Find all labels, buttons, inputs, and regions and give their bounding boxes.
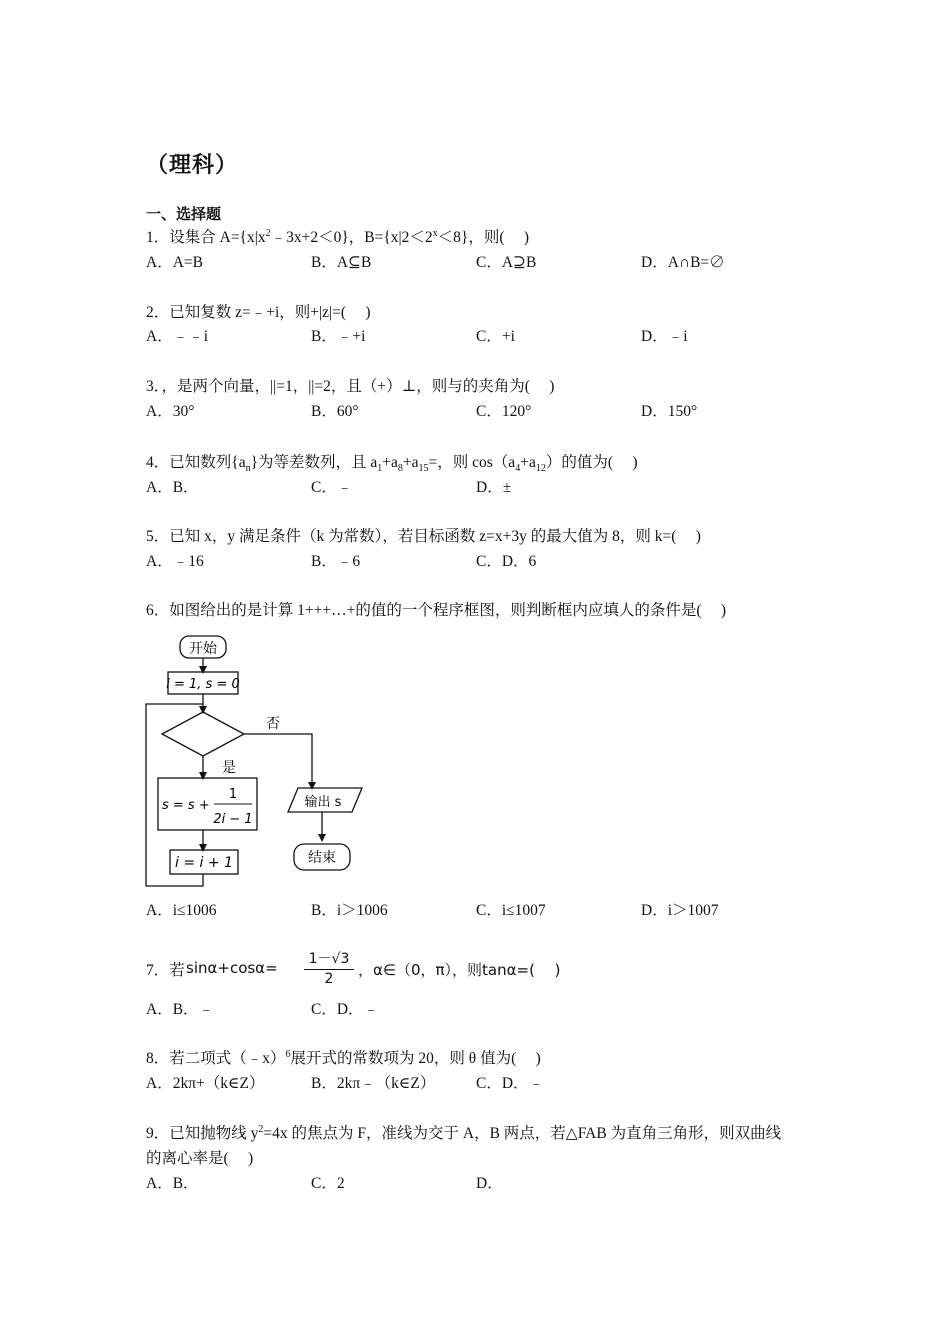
option-b[interactable]: B．﹣+i — [311, 328, 366, 345]
end-label: 结束 — [308, 850, 336, 866]
init-label: i = 1, s = 0 — [166, 677, 240, 692]
option-a[interactable]: A．30° — [146, 403, 195, 420]
option-b[interactable]: B．60° — [311, 403, 359, 420]
question-4: 4．已知数列$\{a_n\}$为等差数列，且 $a_1+a_8+a_{15}=$，则 $\cos(a_4+a_{12})$的值为( ) — [146, 454, 638, 475]
option-a[interactable]: A．i≤1006 — [146, 902, 217, 919]
trig-expression: sinα+cosα= — [186, 959, 278, 977]
option-a[interactable]: A．A=B — [146, 254, 203, 271]
fraction-bar — [304, 969, 354, 970]
question-7-options — [146, 997, 826, 1022]
option-d[interactable]: D． — [476, 1175, 503, 1192]
question-3-options — [146, 399, 826, 424]
question-8-options — [146, 1071, 826, 1096]
question-9-options — [146, 1171, 826, 1196]
page-title: （理科） — [146, 152, 239, 177]
question-3: 3．，是两个向量，||=1，||=2，且（+）⊥，则与的夹角为( ) — [146, 378, 555, 395]
question-1-options — [146, 250, 826, 275]
question-6: 6．如图给出的是计算 1+++…+的值的一个程序框图，则判断框内应填人的条件是( ) — [146, 602, 727, 619]
increment-label: i = i + 1 — [175, 855, 233, 871]
option-c-d[interactable]: C．D．﹣ — [311, 1001, 380, 1018]
question-8: 8．若二项式（﹣x）$^6$展开式的常数项为 20，则 θ 值为( ) — [146, 1048, 541, 1067]
option-c[interactable]: C．+i — [476, 328, 515, 345]
option-a-b[interactable]: A．B．﹣ — [146, 1001, 215, 1018]
option-d[interactable]: D．A∩B=∅ — [641, 254, 725, 271]
option-c-d[interactable]: C．D．﹣ — [476, 1075, 545, 1092]
option-b[interactable]: B．﹣6 — [311, 553, 361, 570]
option-c[interactable]: C．2 — [311, 1175, 345, 1192]
option-a[interactable]: A．﹣16 — [146, 553, 204, 570]
fraction-numerator: 1 — [228, 787, 238, 802]
fraction-denominator: 2 — [324, 971, 334, 987]
option-b[interactable]: B．A⊆B — [311, 254, 372, 271]
assign-lhs: s = s + — [162, 798, 210, 813]
option-a[interactable]: A．2kπ+（k∈Z） — [146, 1075, 265, 1092]
question-5: 5．已知 x，y 满足条件（k 为常数），若目标函数 z=x+3y 的最大值为 8，则 k=( ) — [146, 528, 701, 545]
no-label: 否 — [266, 716, 280, 732]
start-label: 开始 — [189, 641, 217, 657]
question-5-options — [146, 549, 826, 574]
output-label: 输出 s — [304, 795, 342, 810]
question-6-options — [146, 898, 826, 923]
question-9-line-2: 的离心率是( ) — [146, 1150, 254, 1167]
question-9: 9．已知抛物线 $y^2=4x$ 的焦点为 F，准线为交于 A，B 两点，若△FAB 为直角三角形，则双曲线 — [146, 1123, 782, 1142]
option-d[interactable]: D．± — [476, 479, 512, 496]
option-b[interactable]: B．i＞1006 — [311, 902, 388, 919]
section-heading: 一、选择题 — [146, 207, 222, 223]
option-a-b[interactable]: A．B． — [146, 1175, 199, 1192]
option-d[interactable]: D．150° — [641, 403, 698, 420]
fraction-numerator: 1－√3 — [308, 951, 350, 967]
decision-diamond — [162, 712, 244, 756]
question-2: 2．已知复数 z=﹣+i，则+|z|=( ) — [146, 304, 371, 321]
option-a-b[interactable]: A．B． — [146, 479, 199, 496]
option-c[interactable]: C．i≤1007 — [476, 902, 546, 919]
option-c[interactable]: C．A⊇B — [476, 254, 537, 271]
option-c-d[interactable]: C．D．6 — [476, 553, 537, 570]
question-1: 1．设集合 $A=\{x|x^2﹣3x+2<0\}$，$B=\{x|2<2^x<8\}$，则( ) — [146, 227, 530, 246]
option-c[interactable]: C．﹣ — [311, 479, 353, 496]
question-2-options — [146, 324, 826, 349]
fraction-denominator: 2i − 1 — [213, 812, 253, 827]
option-b[interactable]: B．2kπ﹣（k∈Z） — [311, 1075, 436, 1092]
flowchart — [140, 630, 380, 892]
option-d[interactable]: D．i＞1007 — [641, 902, 719, 919]
yes-label: 是 — [222, 760, 236, 776]
question-4-options — [146, 475, 826, 500]
option-c[interactable]: C．120° — [476, 403, 532, 420]
option-a[interactable]: A．﹣﹣i — [146, 328, 209, 345]
option-d[interactable]: D．﹣i — [641, 328, 688, 345]
